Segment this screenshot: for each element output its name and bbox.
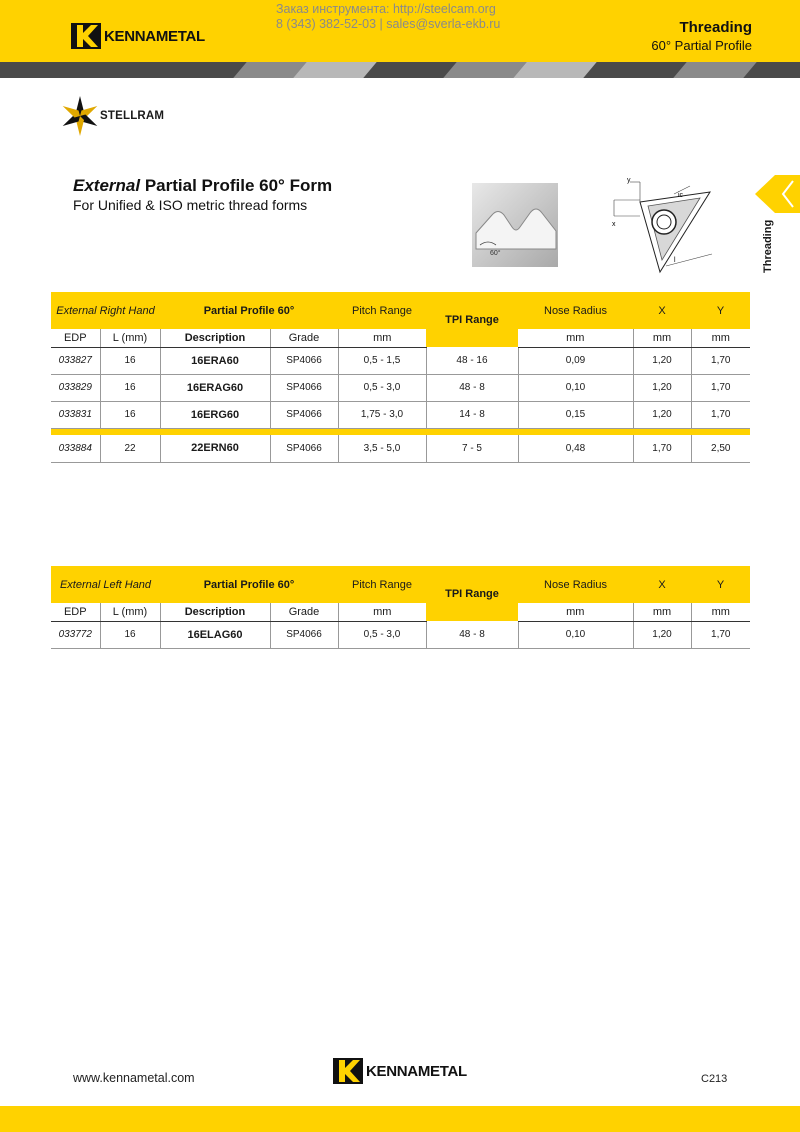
footer-kennametal-k-icon bbox=[333, 1058, 363, 1084]
left-hand-table bbox=[51, 566, 750, 649]
right-hand-table bbox=[51, 292, 750, 463]
header-title: Threading bbox=[679, 19, 752, 36]
cell-edp: 033831 bbox=[51, 401, 100, 428]
table-row bbox=[51, 401, 750, 428]
kennametal-k-icon bbox=[71, 23, 101, 49]
header-stripe bbox=[0, 62, 800, 78]
cell-nose: 0,48 bbox=[518, 435, 633, 462]
cell-grade: SP4066 bbox=[270, 435, 338, 462]
cell-nose: 0,10 bbox=[518, 374, 633, 401]
diagram-ic-label: ic bbox=[678, 192, 684, 199]
cell-l: 22 bbox=[100, 435, 160, 462]
cell-grade: SP4066 bbox=[270, 621, 338, 648]
insert-diagram bbox=[600, 172, 720, 282]
header-nose: Nose Radius bbox=[518, 292, 633, 329]
stellram-logo bbox=[62, 94, 164, 138]
promo-line-2[interactable]: 8 (343) 382-52-03 | sales@sverla-ekb.ru bbox=[276, 17, 501, 31]
header-tpi: TPI Range bbox=[426, 566, 518, 621]
footer-bar bbox=[0, 1106, 800, 1132]
unit-desc: Description bbox=[160, 329, 270, 347]
cell-desc: 16ERAG60 bbox=[160, 374, 270, 401]
title-rest: Partial Profile 60° Form bbox=[140, 176, 333, 195]
header-nose: Nose Radius bbox=[518, 566, 633, 603]
cell-pitch: 3,5 - 5,0 bbox=[338, 435, 426, 462]
unit-desc: Description bbox=[160, 603, 270, 621]
brand-name: KENNAMETAL bbox=[104, 27, 205, 45]
cell-desc: 22ERN60 bbox=[160, 435, 270, 462]
header-x: X bbox=[633, 292, 691, 329]
unit-pitch: mm bbox=[338, 329, 426, 347]
cell-nose: 0,10 bbox=[518, 621, 633, 648]
header-pitch: Pitch Range bbox=[338, 292, 426, 329]
table-separator bbox=[51, 428, 750, 435]
diagram-l-label: l bbox=[674, 257, 676, 264]
header-y: Y bbox=[691, 292, 750, 329]
header-profile: Partial Profile 60° bbox=[160, 566, 338, 603]
cell-edp: 033772 bbox=[51, 621, 100, 648]
footer-kennametal-logo bbox=[333, 1058, 467, 1084]
unit-grade: Grade bbox=[270, 603, 338, 621]
cell-edp: 033884 bbox=[51, 435, 100, 462]
diagram-x-label: x bbox=[612, 221, 616, 228]
cell-x: 1,20 bbox=[633, 347, 691, 374]
table-row bbox=[51, 374, 750, 401]
cell-tpi: 48 - 8 bbox=[426, 621, 518, 648]
cell-l: 16 bbox=[100, 621, 160, 648]
header-y: Y bbox=[691, 566, 750, 603]
stellram-name: STELLRAM bbox=[100, 110, 165, 122]
table-header-row bbox=[51, 292, 750, 329]
cell-desc: 16ELAG60 bbox=[160, 621, 270, 648]
cell-tpi: 48 - 8 bbox=[426, 374, 518, 401]
side-tab-label bbox=[760, 219, 786, 275]
cell-grade: SP4066 bbox=[270, 401, 338, 428]
cell-grade: SP4066 bbox=[270, 347, 338, 374]
cell-tpi: 14 - 8 bbox=[426, 401, 518, 428]
header-pitch: Pitch Range bbox=[338, 566, 426, 603]
insert-photo bbox=[472, 183, 558, 267]
cell-tpi: 7 - 5 bbox=[426, 435, 518, 462]
side-tab-text: Threading bbox=[762, 219, 774, 273]
cell-y: 1,70 bbox=[691, 401, 750, 428]
header-hand: External Right Hand bbox=[51, 292, 160, 329]
cell-x: 1,20 bbox=[633, 621, 691, 648]
unit-nose: mm bbox=[518, 603, 633, 621]
cell-y: 1,70 bbox=[691, 374, 750, 401]
unit-edp: EDP bbox=[51, 329, 100, 347]
cell-edp: 033829 bbox=[51, 374, 100, 401]
promo-text bbox=[276, 2, 500, 32]
title-italic: External bbox=[73, 176, 141, 195]
header-tpi: TPI Range bbox=[426, 292, 518, 347]
table-row bbox=[51, 435, 750, 462]
cell-l: 16 bbox=[100, 401, 160, 428]
cell-y: 1,70 bbox=[691, 347, 750, 374]
unit-y: mm bbox=[691, 603, 750, 621]
cell-l: 16 bbox=[100, 347, 160, 374]
section-subtitle: For Unified & ISO metric thread forms bbox=[73, 197, 308, 213]
diagram-y-label: y bbox=[627, 177, 631, 184]
kennametal-logo bbox=[71, 23, 205, 49]
side-tab-marker bbox=[755, 175, 800, 213]
table-units-row bbox=[51, 329, 750, 347]
unit-edp: EDP bbox=[51, 603, 100, 621]
promo-line-1[interactable]: Заказ инструмента: http://steelcam.org bbox=[276, 2, 496, 16]
cell-x: 1,20 bbox=[633, 401, 691, 428]
cell-nose: 0,15 bbox=[518, 401, 633, 428]
cell-y: 1,70 bbox=[691, 621, 750, 648]
unit-l: L (mm) bbox=[100, 329, 160, 347]
header-subtitle: 60° Partial Profile bbox=[651, 38, 752, 53]
footer-brand-name: KENNAMETAL bbox=[366, 1062, 467, 1080]
cell-tpi: 48 - 16 bbox=[426, 347, 518, 374]
unit-x: mm bbox=[633, 603, 691, 621]
unit-y: mm bbox=[691, 329, 750, 347]
cell-nose: 0,09 bbox=[518, 347, 633, 374]
cell-pitch: 0,5 - 1,5 bbox=[338, 347, 426, 374]
page-number: C213 bbox=[701, 1073, 728, 1085]
header-x: X bbox=[633, 566, 691, 603]
cell-desc: 16ERG60 bbox=[160, 401, 270, 428]
unit-l: L (mm) bbox=[100, 603, 160, 621]
header-section-title bbox=[651, 19, 752, 53]
table-row bbox=[51, 347, 750, 374]
cell-edp: 033827 bbox=[51, 347, 100, 374]
cell-l: 16 bbox=[100, 374, 160, 401]
cell-y: 2,50 bbox=[691, 435, 750, 462]
cell-pitch: 1,75 - 3,0 bbox=[338, 401, 426, 428]
cell-x: 1,20 bbox=[633, 374, 691, 401]
unit-nose: mm bbox=[518, 329, 633, 347]
stellram-star-icon bbox=[62, 94, 98, 138]
header-profile: Partial Profile 60° bbox=[160, 292, 338, 329]
table-units-row bbox=[51, 603, 750, 621]
photo-angle-label: 60° bbox=[490, 250, 501, 257]
cell-grade: SP4066 bbox=[270, 374, 338, 401]
unit-pitch: mm bbox=[338, 603, 426, 621]
cell-desc: 16ERA60 bbox=[160, 347, 270, 374]
unit-grade: Grade bbox=[270, 329, 338, 347]
header-hand: External Left Hand bbox=[51, 566, 160, 603]
cell-pitch: 0,5 - 3,0 bbox=[338, 374, 426, 401]
table-header-row bbox=[51, 566, 750, 603]
section-title bbox=[73, 176, 332, 196]
unit-x: mm bbox=[633, 329, 691, 347]
table-row bbox=[51, 621, 750, 648]
cell-pitch: 0,5 - 3,0 bbox=[338, 621, 426, 648]
cell-x: 1,70 bbox=[633, 435, 691, 462]
footer-url[interactable]: www.kennametal.com bbox=[73, 1071, 195, 1085]
